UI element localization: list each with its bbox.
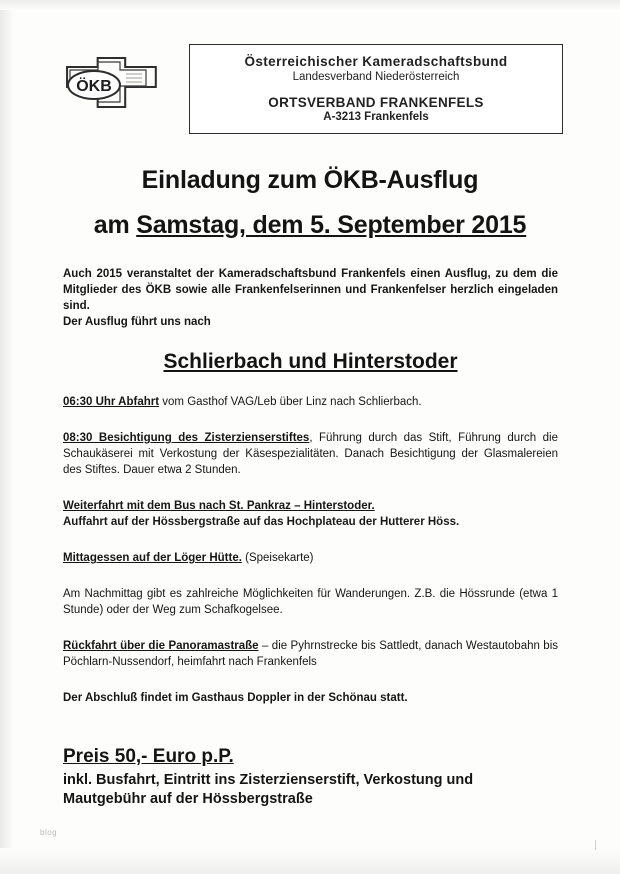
schedule-item (63, 498, 558, 530)
org-region: Landesverband Niederösterreich (292, 71, 460, 83)
org-address-box (189, 44, 563, 134)
okb-cross-emblem-icon (58, 52, 170, 114)
org-postal-address: A-3213 Frankenfels (323, 111, 429, 123)
schedule-item-label: 08:30 Besichtigung des Zisterzienserstiftes (63, 432, 310, 444)
event-date: Samstag, dem 5. September 2015 (136, 211, 527, 239)
org-name: Österreichischer Kameradschaftsbund (244, 54, 508, 69)
schedule-item-label: Mittagessen auf der Löger Hütte. (63, 552, 242, 564)
page-subtitle (0, 211, 620, 240)
return-trip-text: – die Pyhrnstrecke bis Sattledt, danach Westautobahn bis Pöchlarn-Nussendorf, heimfahrt nach Frankenfels (63, 640, 559, 668)
page-title: Einladung zum ÖKB-Ausflug (141, 166, 479, 194)
closing-paragraph: Der Abschluß findet im Gasthaus Doppler in der Schönau statt. (63, 692, 408, 704)
return-trip-label: Rückfahrt über die Panoramastraße (63, 640, 259, 652)
price-amount: Preis 50,- Euro p.P. (63, 746, 234, 767)
subtitle-prefix: am (93, 211, 137, 239)
schedule-item (63, 430, 558, 478)
scan-watermark: blog (40, 828, 58, 837)
afternoon-paragraph-wrap (63, 586, 558, 618)
corner-mark (595, 840, 596, 850)
leadin-text: Der Ausflug führt uns nach (63, 316, 211, 328)
price-block (63, 746, 558, 809)
afternoon-paragraph: Am Nachmittag gibt es zahlreiche Möglichkeiten für Wanderungen. Z.B. die Hössrunde (etwa 1 Stunde) oder der Weg zum Schafkogelsee. (63, 588, 558, 616)
schedule-item-label: 06:30 Uhr Abfahrt (63, 396, 160, 408)
closing-paragraph-wrap (63, 690, 558, 706)
schedule-item-label: Weiterfahrt mit dem Bus nach St. Pankraz – Hinterstoder. (63, 500, 375, 512)
intro-paragraph: Auch 2015 veranstaltet der Kameradschaftsbund Frankenfels einen Ausflug, zu dem die Mitglieder des ÖKB sowie alle Frankenfelserinnen und Frankenfelser herzlich eingeladen sind. (63, 268, 558, 312)
schedule-item-text: , Führung durch das Stift, Führung durch die Schaukäserei mit Verkostung der Käsespezialitäten. Danach Besichtigung der Glasmalereien des Stiftes. Dauer etwa 2 Stunden. (63, 432, 559, 476)
document-body (63, 266, 558, 706)
svg-text:ÖKB: ÖKB (76, 78, 112, 95)
schedule-item (63, 394, 558, 410)
schedule-item (63, 550, 558, 566)
schedule-item-sub: Auffahrt auf der Hössbergstraße auf das Hochplateau der Hutterer Höss. (63, 516, 460, 528)
schedule-item-text: vom Gasthof VAG/Leb über Linz nach Schlierbach. (159, 396, 422, 408)
destination-heading: Schlierbach und Hinterstoder (163, 350, 458, 373)
schedule-item-text: (Speisekarte) (241, 552, 314, 564)
org-local-chapter: ORTSVERBAND FRANKENFELS (268, 95, 484, 110)
price-includes: inkl. Busfahrt, Eintritt ins Zisterzienserstift, Verkostung und Mautgebühr auf der Hössbergstraße (63, 772, 474, 807)
letterhead (58, 44, 563, 140)
return-trip-item (63, 638, 558, 670)
